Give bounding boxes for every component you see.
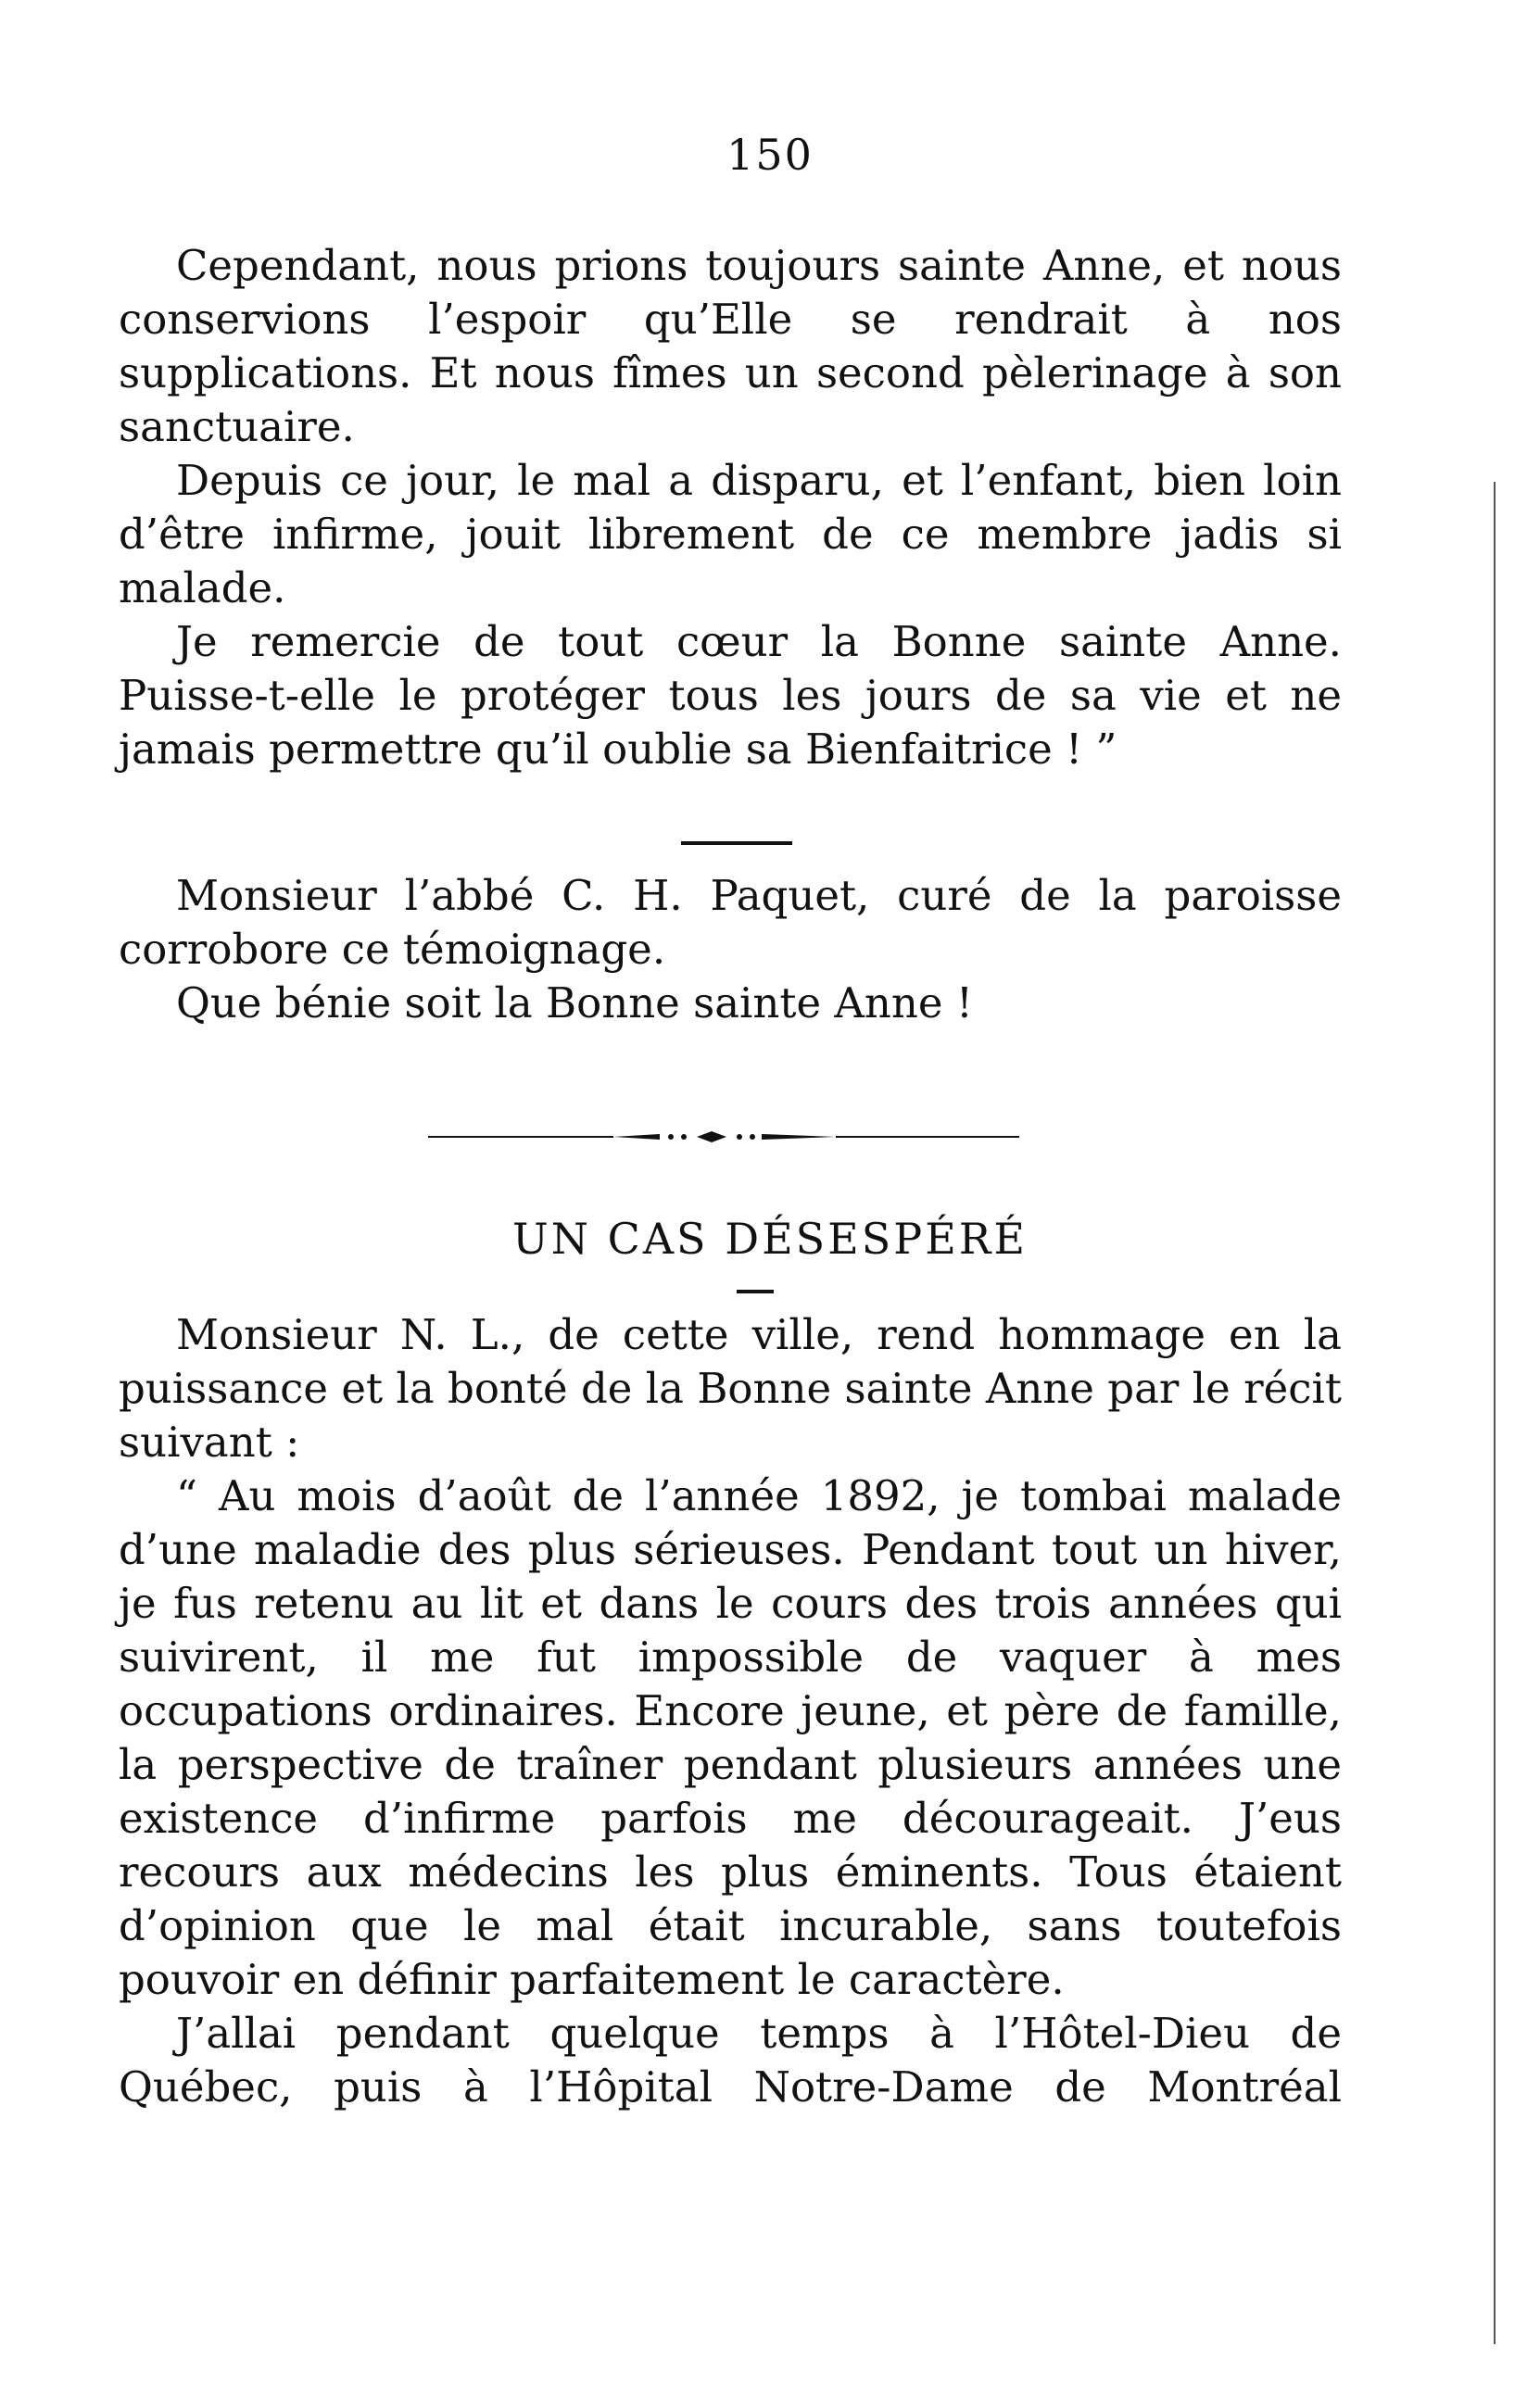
- separator-rule: [681, 841, 792, 845]
- paragraph: J’allai pendant quelque temps à l’Hôtel-Dieu de Québec, puis à l’Hôpital Notre-Dame de Montréal: [119, 2009, 1342, 2112]
- paragraph: Je remercie de tout cœur la Bonne sainte Anne. Puisse-t-elle le protéger tous les jours de sa vie et ne jamais permettre qu’il oublie sa Bienfaitrice ! ”: [119, 617, 1342, 774]
- page-number: 150: [726, 130, 814, 180]
- page-edge-line: [1494, 482, 1496, 2344]
- section-title: UN CAS DÉSESPÉRÉ: [512, 1214, 1028, 1264]
- paragraph: Monsieur N. L., de cette ville, rend hommage en la puissance et la bonté de la Bonne sainte Anne par le récit suivant :: [119, 1310, 1342, 1467]
- corroboration-note: [119, 869, 1342, 1030]
- desperate-case-account: [119, 1308, 1342, 2114]
- title-dash: [737, 1290, 774, 1293]
- paragraph: Cependant, nous prions toujours sainte Anne, et nous conservions l’espoir qu’Elle se rendrait à nos supplications. Et nous fîmes un second pèlerinage à son sanctuaire.: [119, 241, 1342, 451]
- paragraph: “ Au mois d’août de l’année 1892, je tombai malade d’une maladie des plus sérieuses. Pendant tout un hiver, je fus retenu au lit et dans le cours des trois années qui suivirent, il me fut impossible de vaquer à mes occupations ordinaires. Encore jeune, et père de famille, la perspective de traîner pendant plusieurs années une existence d’infirme parfois me décourageait. J’eus recours aux médecins les plus éminents. Tous étaient d’opinion que le mal était incurable, sans toutefois pouvoir en définir parfaitement le caractère.: [119, 1471, 1342, 2004]
- ornamental-divider: [428, 1128, 1019, 1145]
- paragraph: Monsieur l’abbé C. H. Paquet, curé de la paroisse corrobore ce témoignage.: [119, 871, 1342, 974]
- paragraph: Depuis ce jour, le mal a disparu, et l’enfant, bien loin d’être infirme, jouit librement de ce membre jadis si malade.: [119, 456, 1342, 612]
- paragraph: Que bénie soit la Bonne sainte Anne !: [176, 978, 973, 1027]
- testimony-conclusion: [119, 239, 1342, 776]
